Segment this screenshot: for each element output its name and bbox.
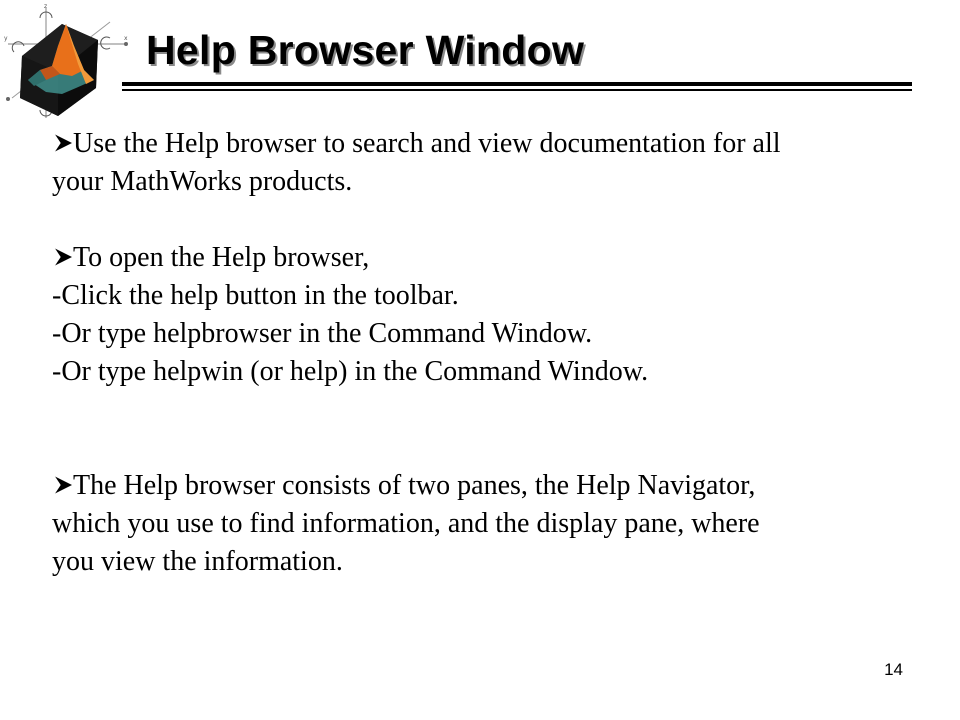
paragraph-line: -Or type helpwin (or help) in the Command Window.: [52, 356, 649, 387]
paragraph-line: -Click the help button in the toolbar.: [52, 280, 459, 311]
page-title: Help Browser Window: [146, 27, 585, 73]
arrow-bullet-icon: [52, 474, 73, 496]
paragraph-line: The Help browser consists of two panes, the Help Navigator,: [52, 467, 912, 505]
matlab-logo-icon: [0, 0, 138, 124]
title-divider-thin: [122, 89, 912, 91]
slide-body: [52, 125, 912, 581]
paragraph-line: Use the Help browser to search and view documentation for all: [52, 125, 912, 163]
paragraph-line: you view the information.: [52, 546, 343, 577]
svg-text:y: y: [4, 35, 8, 42]
title-divider-thick: [122, 82, 912, 86]
paragraph-line: which you use to find information, and the display pane, where: [52, 508, 760, 539]
svg-text:x: x: [124, 35, 128, 42]
paragraph-line: your MathWorks products.: [52, 166, 353, 197]
paragraph-help-overview: [52, 125, 912, 201]
paragraph-line: To open the Help browser,: [52, 239, 912, 277]
arrow-bullet-icon: [52, 132, 73, 154]
paragraph-help-panes: [52, 467, 912, 581]
paragraph-open-help: [52, 239, 912, 391]
arrow-bullet-icon: [52, 246, 73, 268]
slide-number: 14: [884, 660, 903, 679]
svg-text:z: z: [44, 3, 48, 10]
paragraph-line: -Or type helpbrowser in the Command Window.: [52, 318, 593, 349]
